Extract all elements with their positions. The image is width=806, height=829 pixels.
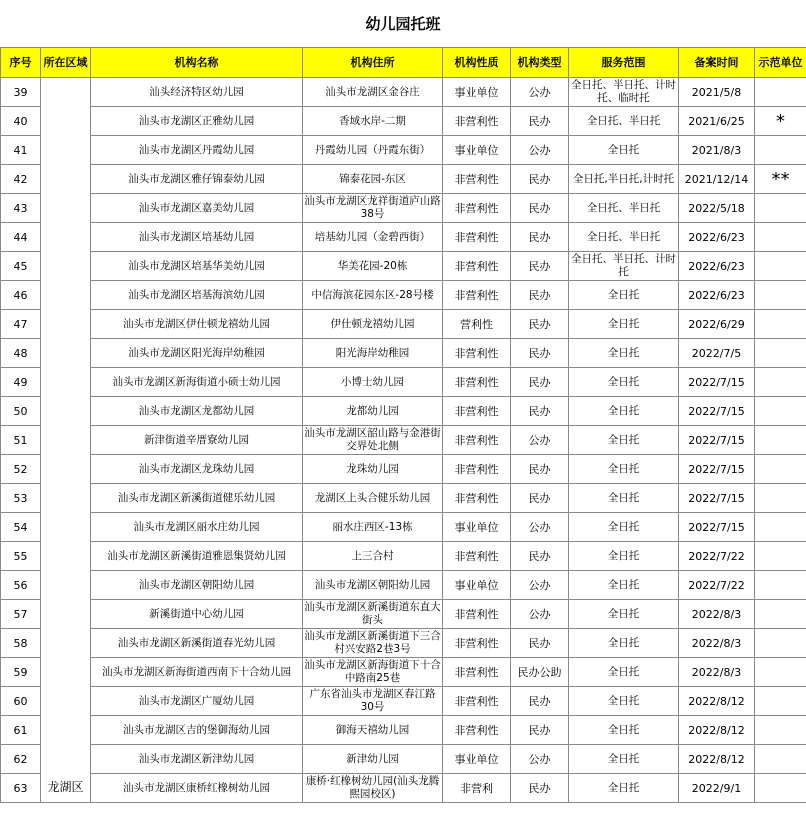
cell-address: 汕头市龙湖区新溪街道下三合村兴安路2巷3号 (303, 629, 443, 658)
cell-scope: 全日托、半日托、计时托、临时托 (569, 78, 679, 107)
cell-address: 阳光海岸幼稚园 (303, 339, 443, 368)
cell-date: 2022/8/3 (679, 658, 755, 687)
registry-table (0, 47, 806, 803)
cell-type: 民办 (511, 281, 569, 310)
cell-demo (755, 571, 806, 600)
cell-nature: 事业单位 (443, 745, 511, 774)
header-demo: 示范单位 (755, 48, 806, 78)
cell-scope: 全日托 (569, 484, 679, 513)
cell-address: 康桥·红橡树幼儿园(汕头龙腾熙园校区) (303, 774, 443, 803)
cell-scope: 全日托 (569, 745, 679, 774)
table-row (1, 310, 806, 339)
cell-scope: 全日托 (569, 310, 679, 339)
cell-date: 2022/7/15 (679, 368, 755, 397)
cell-nature: 非营利性 (443, 165, 511, 194)
table-row (1, 281, 806, 310)
cell-demo (755, 426, 806, 455)
cell-demo (755, 716, 806, 745)
cell-demo: ** (755, 165, 806, 194)
cell-address: 香域水岸-二期 (303, 107, 443, 136)
cell-name: 汕头市龙湖区雅仔锦泰幼儿园 (91, 165, 303, 194)
cell-scope: 全日托 (569, 426, 679, 455)
cell-type: 民办 (511, 629, 569, 658)
cell-seq: 52 (1, 455, 41, 484)
cell-nature: 非营利性 (443, 542, 511, 571)
cell-demo (755, 600, 806, 629)
cell-scope: 全日托 (569, 716, 679, 745)
cell-date: 2022/7/15 (679, 513, 755, 542)
cell-date: 2022/7/22 (679, 542, 755, 571)
header-scope: 服务范围 (569, 48, 679, 78)
cell-demo (755, 223, 806, 252)
cell-date: 2022/7/15 (679, 397, 755, 426)
cell-nature: 非营利性 (443, 339, 511, 368)
cell-name: 汕头市龙湖区康桥红橡树幼儿园 (91, 774, 303, 803)
cell-address: 锦泰花园-东区 (303, 165, 443, 194)
cell-seq: 61 (1, 716, 41, 745)
table-body (1, 78, 806, 803)
cell-address: 中信海滨花园东区-28号楼 (303, 281, 443, 310)
cell-seq: 55 (1, 542, 41, 571)
cell-type: 公办 (511, 78, 569, 107)
header-nature: 机构性质 (443, 48, 511, 78)
cell-name: 汕头市龙湖区广厦幼儿园 (91, 687, 303, 716)
cell-scope: 全日托,半日托,计时托 (569, 165, 679, 194)
cell-address: 新津幼儿园 (303, 745, 443, 774)
cell-date: 2022/8/12 (679, 687, 755, 716)
cell-demo (755, 745, 806, 774)
cell-type: 民办 (511, 716, 569, 745)
cell-date: 2022/7/22 (679, 571, 755, 600)
cell-date: 2021/8/3 (679, 136, 755, 165)
cell-nature: 非营利性 (443, 687, 511, 716)
cell-address: 汕头市龙湖区龙祥街道庐山路38号 (303, 194, 443, 223)
cell-nature: 非营利性 (443, 484, 511, 513)
cell-date: 2022/8/3 (679, 600, 755, 629)
cell-date: 2022/6/23 (679, 252, 755, 281)
cell-type: 民办 (511, 542, 569, 571)
cell-demo (755, 455, 806, 484)
cell-address: 汕头市龙湖区金谷庄 (303, 78, 443, 107)
cell-scope: 全日托 (569, 658, 679, 687)
table-row (1, 716, 806, 745)
cell-demo (755, 310, 806, 339)
cell-type: 民办 (511, 252, 569, 281)
cell-date: 2022/7/15 (679, 426, 755, 455)
cell-type: 民办 (511, 455, 569, 484)
cell-name: 汕头市龙湖区正雅幼儿园 (91, 107, 303, 136)
header-seq: 序号 (1, 48, 41, 78)
cell-date: 2022/8/12 (679, 716, 755, 745)
table-row (1, 136, 806, 165)
cell-seq: 43 (1, 194, 41, 223)
header-district: 所在区域 (41, 48, 91, 78)
table-row (1, 774, 806, 803)
table-row (1, 571, 806, 600)
cell-type: 公办 (511, 600, 569, 629)
cell-seq: 63 (1, 774, 41, 803)
cell-scope: 全日托 (569, 397, 679, 426)
cell-type: 民办 (511, 223, 569, 252)
cell-seq: 53 (1, 484, 41, 513)
table-row (1, 107, 806, 136)
table-row (1, 513, 806, 542)
cell-date: 2021/6/25 (679, 107, 755, 136)
cell-scope: 全日托 (569, 774, 679, 803)
cell-demo (755, 658, 806, 687)
cell-address: 伊仕顿龙禧幼儿园 (303, 310, 443, 339)
cell-seq: 49 (1, 368, 41, 397)
header-date: 备案时间 (679, 48, 755, 78)
page-title: 幼儿园托班 (0, 0, 806, 48)
cell-address: 汕头市龙湖区朝阳幼儿园 (303, 571, 443, 600)
cell-nature: 非营利性 (443, 368, 511, 397)
cell-name: 汕头市龙湖区丽水庄幼儿园 (91, 513, 303, 542)
cell-demo (755, 397, 806, 426)
cell-scope: 全日托、半日托 (569, 107, 679, 136)
cell-seq: 54 (1, 513, 41, 542)
table-row (1, 658, 806, 687)
cell-name: 汕头市龙湖区嘉美幼儿园 (91, 194, 303, 223)
cell-seq: 56 (1, 571, 41, 600)
cell-seq: 58 (1, 629, 41, 658)
cell-type: 民办 (511, 687, 569, 716)
cell-nature: 非营利性 (443, 281, 511, 310)
cell-address: 御海天禧幼儿园 (303, 716, 443, 745)
cell-demo (755, 513, 806, 542)
cell-seq: 48 (1, 339, 41, 368)
table-row (1, 687, 806, 716)
cell-name: 汕头市龙湖区龙都幼儿园 (91, 397, 303, 426)
cell-seq: 47 (1, 310, 41, 339)
cell-date: 2022/7/15 (679, 484, 755, 513)
cell-demo (755, 774, 806, 803)
cell-type: 民办 (511, 397, 569, 426)
cell-address: 小博士幼儿园 (303, 368, 443, 397)
cell-type: 公办 (511, 571, 569, 600)
cell-demo (755, 687, 806, 716)
cell-type: 公办 (511, 513, 569, 542)
cell-seq: 62 (1, 745, 41, 774)
table-row (1, 78, 806, 107)
cell-scope: 全日托 (569, 513, 679, 542)
cell-scope: 全日托、半日托 (569, 223, 679, 252)
cell-scope: 全日托 (569, 687, 679, 716)
cell-name: 汕头市龙湖区龙珠幼儿园 (91, 455, 303, 484)
cell-name: 汕头市龙湖区新海街道西南下十合幼儿园 (91, 658, 303, 687)
cell-type: 民办 (511, 107, 569, 136)
cell-address: 汕头市龙湖区新海街道下十合中路南25巷 (303, 658, 443, 687)
cell-nature: 非营利性 (443, 629, 511, 658)
cell-demo (755, 542, 806, 571)
table-row (1, 629, 806, 658)
cell-type: 民办 (511, 774, 569, 803)
cell-name: 汕头市龙湖区培基华美幼儿园 (91, 252, 303, 281)
cell-name: 汕头经济特区幼儿园 (91, 78, 303, 107)
cell-nature: 非营利性 (443, 716, 511, 745)
cell-nature: 非营利性 (443, 455, 511, 484)
cell-nature: 事业单位 (443, 78, 511, 107)
cell-type: 公办 (511, 426, 569, 455)
cell-demo (755, 78, 806, 107)
table-row (1, 368, 806, 397)
cell-scope: 全日托 (569, 136, 679, 165)
cell-demo (755, 484, 806, 513)
table-row (1, 165, 806, 194)
cell-nature: 事业单位 (443, 571, 511, 600)
cell-seq: 42 (1, 165, 41, 194)
cell-nature: 非营利性 (443, 107, 511, 136)
header-type: 机构类型 (511, 48, 569, 78)
cell-nature: 营利性 (443, 310, 511, 339)
table-row (1, 223, 806, 252)
cell-name: 汕头市龙湖区新溪街道健乐幼儿园 (91, 484, 303, 513)
cell-name: 汕头市龙湖区培基幼儿园 (91, 223, 303, 252)
cell-date: 2021/5/8 (679, 78, 755, 107)
cell-scope: 全日托、半日托 (569, 194, 679, 223)
cell-seq: 39 (1, 78, 41, 107)
header-name: 机构名称 (91, 48, 303, 78)
cell-name: 汕头市龙湖区朝阳幼儿园 (91, 571, 303, 600)
cell-demo (755, 339, 806, 368)
cell-nature: 非营利性 (443, 426, 511, 455)
cell-nature: 非营利性 (443, 223, 511, 252)
table-row (1, 426, 806, 455)
cell-scope: 全日托、半日托、计时托 (569, 252, 679, 281)
cell-address: 华美花园-20栋 (303, 252, 443, 281)
table-row (1, 542, 806, 571)
cell-address: 汕头市龙湖区韶山路与金港街交界处北侧 (303, 426, 443, 455)
cell-nature: 非营利性 (443, 397, 511, 426)
cell-district: 龙湖区 (41, 78, 91, 803)
cell-address: 汕头市龙湖区新溪街道东直大街头 (303, 600, 443, 629)
cell-seq: 40 (1, 107, 41, 136)
cell-address: 培基幼儿园（金碧西街） (303, 223, 443, 252)
cell-type: 民办 (511, 484, 569, 513)
cell-nature: 事业单位 (443, 136, 511, 165)
cell-name: 新津街道辛厝寮幼儿园 (91, 426, 303, 455)
cell-date: 2022/7/15 (679, 455, 755, 484)
cell-address: 龙珠幼儿园 (303, 455, 443, 484)
cell-date: 2022/6/29 (679, 310, 755, 339)
cell-type: 民办 (511, 194, 569, 223)
cell-scope: 全日托 (569, 455, 679, 484)
cell-address: 龙都幼儿园 (303, 397, 443, 426)
table-row (1, 397, 806, 426)
cell-scope: 全日托 (569, 629, 679, 658)
cell-address: 丹霞幼儿园（丹霞东街） (303, 136, 443, 165)
table-row (1, 252, 806, 281)
cell-name: 汕头市龙湖区新津幼儿园 (91, 745, 303, 774)
cell-demo (755, 629, 806, 658)
table-row (1, 600, 806, 629)
cell-type: 民办 (511, 165, 569, 194)
cell-seq: 46 (1, 281, 41, 310)
cell-seq: 51 (1, 426, 41, 455)
cell-demo: * (755, 107, 806, 136)
table-row (1, 194, 806, 223)
cell-type: 公办 (511, 136, 569, 165)
cell-scope: 全日托 (569, 600, 679, 629)
cell-demo (755, 136, 806, 165)
cell-date: 2022/6/23 (679, 281, 755, 310)
cell-seq: 60 (1, 687, 41, 716)
cell-nature: 非营利性 (443, 252, 511, 281)
cell-name: 汕头市龙湖区新海街道小硕士幼儿园 (91, 368, 303, 397)
header-row (1, 48, 806, 78)
cell-address: 龙湖区上头合健乐幼儿园 (303, 484, 443, 513)
cell-address: 丽水庄西区-13栋 (303, 513, 443, 542)
cell-seq: 45 (1, 252, 41, 281)
cell-name: 汕头市龙湖区吉的堡御海幼儿园 (91, 716, 303, 745)
cell-address: 上三合村 (303, 542, 443, 571)
cell-name: 汕头市龙湖区丹霞幼儿园 (91, 136, 303, 165)
cell-scope: 全日托 (569, 281, 679, 310)
table-row (1, 484, 806, 513)
cell-type: 民办 (511, 368, 569, 397)
cell-name: 新溪街道中心幼儿园 (91, 600, 303, 629)
cell-date: 2022/9/1 (679, 774, 755, 803)
cell-demo (755, 252, 806, 281)
cell-date: 2022/6/23 (679, 223, 755, 252)
table-row (1, 339, 806, 368)
cell-scope: 全日托 (569, 571, 679, 600)
cell-scope: 全日托 (569, 542, 679, 571)
cell-name: 汕头市龙湖区阳光海岸幼稚园 (91, 339, 303, 368)
cell-address: 广东省汕头市龙湖区春江路30号 (303, 687, 443, 716)
table-row (1, 455, 806, 484)
cell-scope: 全日托 (569, 339, 679, 368)
cell-nature: 非营利性 (443, 194, 511, 223)
cell-type: 民办公助 (511, 658, 569, 687)
cell-date: 2022/5/18 (679, 194, 755, 223)
cell-date: 2021/12/14 (679, 165, 755, 194)
cell-seq: 41 (1, 136, 41, 165)
cell-nature: 事业单位 (443, 513, 511, 542)
cell-demo (755, 194, 806, 223)
cell-seq: 44 (1, 223, 41, 252)
cell-type: 民办 (511, 310, 569, 339)
cell-date: 2022/8/12 (679, 745, 755, 774)
cell-type: 民办 (511, 339, 569, 368)
cell-nature: 非营利 (443, 774, 511, 803)
cell-date: 2022/8/3 (679, 629, 755, 658)
cell-nature: 非营利性 (443, 600, 511, 629)
cell-demo (755, 281, 806, 310)
cell-seq: 50 (1, 397, 41, 426)
cell-seq: 57 (1, 600, 41, 629)
header-address: 机构住所 (303, 48, 443, 78)
cell-demo (755, 368, 806, 397)
table-row (1, 745, 806, 774)
cell-type: 公办 (511, 745, 569, 774)
cell-name: 汕头市龙湖区伊仕顿龙禧幼儿园 (91, 310, 303, 339)
cell-nature: 非营利性 (443, 658, 511, 687)
cell-name: 汕头市龙湖区新溪街道春光幼儿园 (91, 629, 303, 658)
cell-name: 汕头市龙湖区培基海滨幼儿园 (91, 281, 303, 310)
cell-name: 汕头市龙湖区新溪街道雅恩集贤幼儿园 (91, 542, 303, 571)
cell-date: 2022/7/5 (679, 339, 755, 368)
cell-seq: 59 (1, 658, 41, 687)
cell-scope: 全日托 (569, 368, 679, 397)
